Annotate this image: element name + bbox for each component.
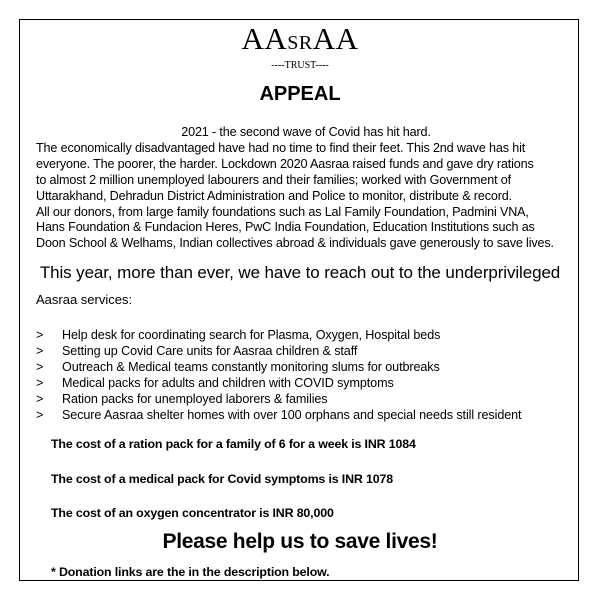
call-to-action: Please help us to save lives!: [162, 530, 438, 553]
intro-line: The economically disadvantaged have had no time to find their feet. This 2nd wave has hit: [36, 140, 526, 155]
bullet-chevron-icon: >: [36, 359, 44, 374]
intro-line: Hans Foundation & Fundacion Heres, PwC India Foundation, Education Institutions such as: [36, 220, 535, 235]
list-item: [36, 328, 521, 344]
services-list: [36, 328, 521, 423]
aasraa-logo: [0, 22, 600, 60]
cost-ration-pack: The cost of a ration pack for a family of 6 for a week is INR 1084: [51, 437, 416, 451]
intro-line: Uttarakhand, Dehradun District Administration and Police to monitor, distribute & record.: [36, 188, 512, 203]
service-text: Setting up Covid Care units for Aasraa children & staff: [62, 343, 358, 358]
service-text: Outreach & Medical teams constantly monitoring slums for outbreaks: [62, 359, 440, 374]
cost-oxygen-concentrator: The cost of an oxygen concentrator is INR 80,000: [51, 506, 334, 520]
list-item: [36, 408, 521, 424]
intro-lead: 2021 - the second wave of Covid has hit hard.: [181, 125, 431, 139]
logo-part-2: SR: [287, 32, 313, 54]
bullet-chevron-icon: >: [36, 407, 44, 422]
list-item: [36, 344, 521, 360]
intro-line: everyone. The poorer, the harder. Lockdown 2020 Aasraa raised funds and gave dry rations: [36, 156, 534, 171]
service-text: Help desk for coordinating search for Plasma, Oxygen, Hospital beds: [62, 328, 441, 342]
bullet-chevron-icon: >: [36, 391, 44, 406]
bullet-chevron-icon: >: [36, 375, 44, 390]
logo-part-1: AA: [241, 21, 288, 56]
intro-paragraph: [36, 125, 576, 252]
cost-medical-pack: The cost of a medical pack for Covid symptoms is INR 1078: [51, 472, 393, 486]
intro-line: Doon School & Welhams, Indian collectives abroad & individuals gave generously to save lives.: [36, 236, 554, 251]
page-title: APPEAL: [259, 83, 341, 105]
trust-label: ----TRUST----: [271, 60, 329, 71]
intro-line: to almost 2 million unemployed labourers and their families; worked with Government of: [36, 172, 511, 187]
bullet-chevron-icon: >: [36, 328, 44, 342]
headline: This year, more than ever, we have to reach out to the underprivileged: [39, 263, 561, 282]
list-item: [36, 376, 521, 392]
list-item: [36, 392, 521, 408]
logo-part-3: AA: [312, 21, 359, 56]
intro-line: All our donors, from large family foundations such as Lal Family Foundation, Padmini VNA,: [36, 204, 529, 219]
services-label: Aasraa services:: [36, 292, 133, 307]
bullet-chevron-icon: >: [36, 343, 44, 358]
service-text: Ration packs for unemployed laborers & families: [62, 391, 328, 406]
service-text: Secure Aasraa shelter homes with over 100 orphans and special needs still resident: [62, 407, 522, 422]
list-item: [36, 360, 521, 376]
donation-footnote: * Donation links are the in the description below.: [51, 565, 330, 579]
service-text: Medical packs for adults and children with COVID symptoms: [62, 375, 394, 390]
